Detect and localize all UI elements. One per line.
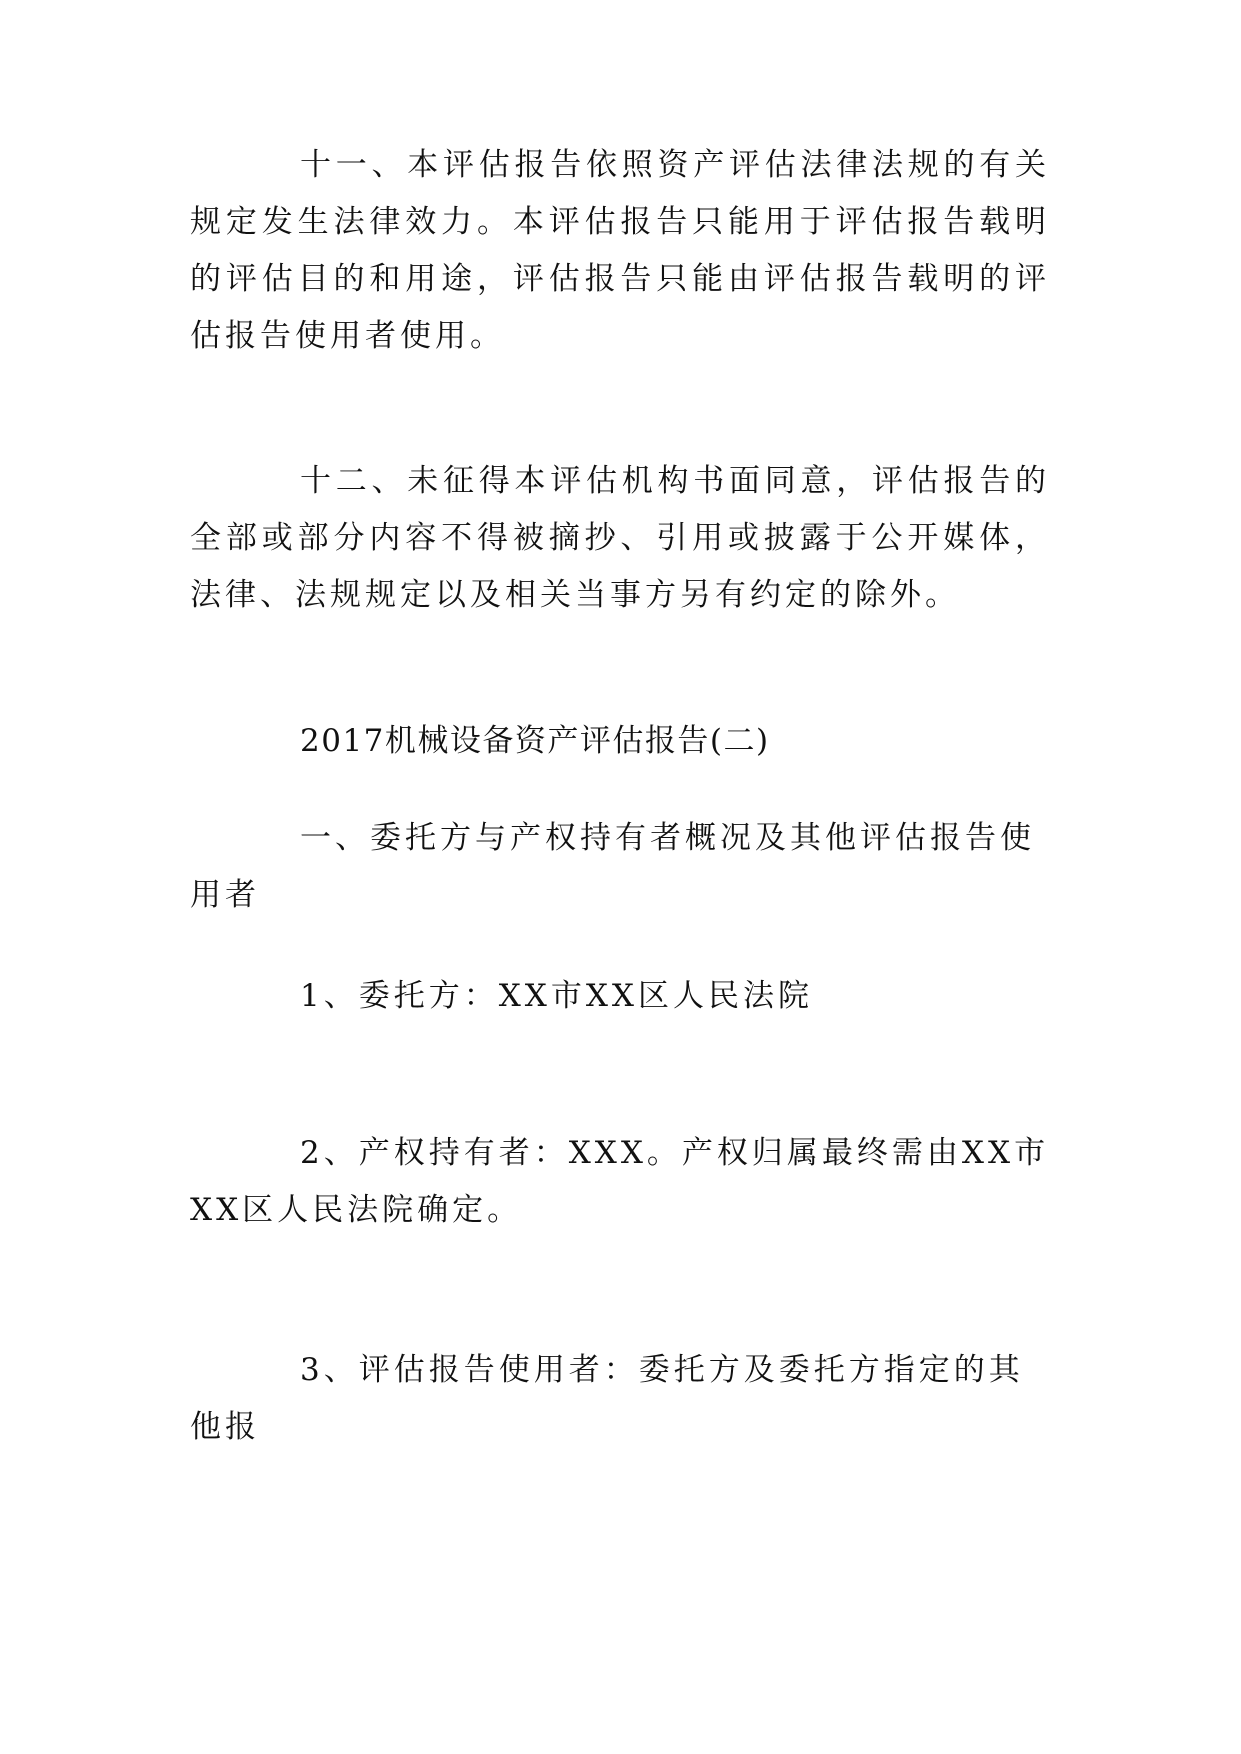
paragraph-eleven: 十一、本评估报告依照资产评估法律法规的有关规定发生法律效力。本评估报告只能用于评估报告载明的评估目的和用途，评估报告只能由评估报告载明的评估报告使用者使用。 xyxy=(190,147,1050,354)
paragraph-twelve: 十二、未征得本评估机构书面同意，评估报告的全部或部分内容不得被摘抄、引用或披露于公开媒体，法律、法规规定以及相关当事方另有约定的除外。 xyxy=(190,463,1050,613)
item-entrusting-party: 1、委托方：XX市XX区人民法院 xyxy=(300,978,813,1014)
report-title: 2017机械设备资产评估报告(二) xyxy=(300,723,770,759)
item-property-holder: 2、产权持有者：XXX。产权归属最终需由XX市XX区人民法院确定。 xyxy=(190,1135,1050,1228)
section-one-heading: 一、委托方与产权持有者概况及其他评估报告使用者 xyxy=(190,820,1035,913)
item-report-users: 3、评估报告使用者：委托方及委托方指定的其他报 xyxy=(190,1352,1024,1445)
